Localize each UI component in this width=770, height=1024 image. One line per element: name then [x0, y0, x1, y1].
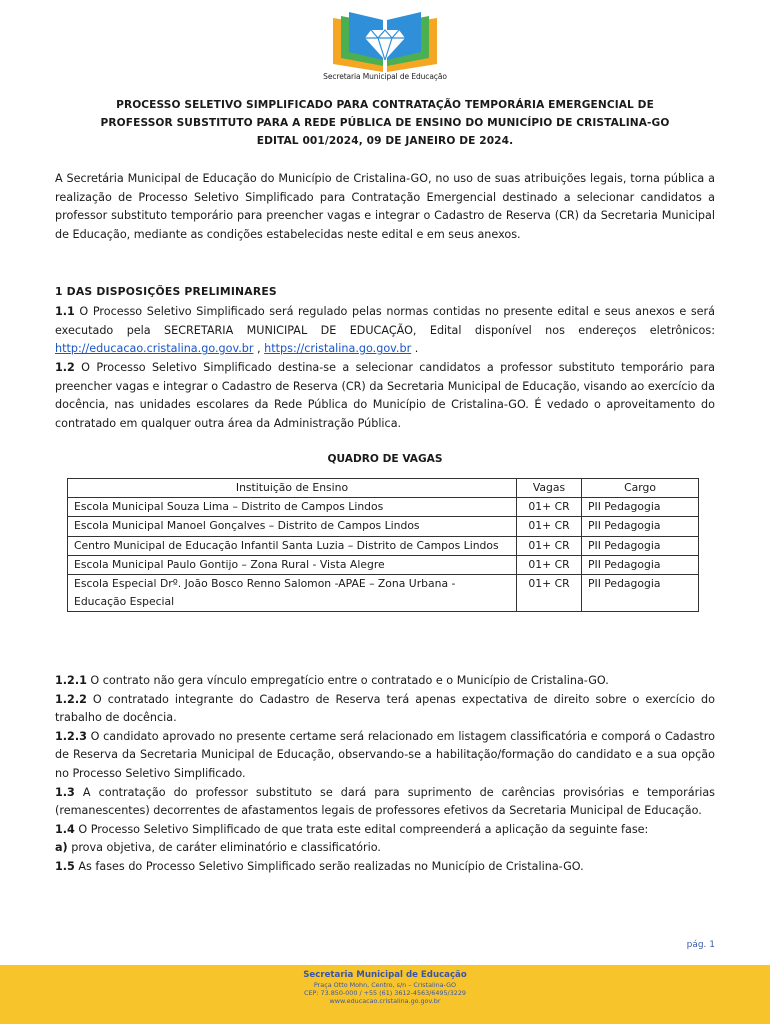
clause-text: O Processo Seletivo Simplificado destina-se a selecionar candidatos a professor substituto temporário para preencher vagas e integrar o Cadastro de Reserva (CR) da Secretaria Municipal de Educação, visando ao exercício da docência, nas unidades escolares da Rede Pública do Município de Cristalina-GO. É vedado o aproveitamento do contratado em qualquer outra área da Administração Pública.	[55, 361, 715, 430]
cell-instituicao: Escola Municipal Paulo Gontijo – Zona Rural - Vista Alegre	[68, 555, 517, 574]
clause-number: 1.1	[55, 305, 75, 318]
header-cargo: Cargo	[582, 479, 699, 498]
cell-instituicao: Escola Municipal Manoel Gonçalves – Distrito de Campos Lindos	[68, 517, 517, 536]
header-vagas: Vagas	[517, 479, 582, 498]
clause-text: prova objetiva, de caráter eliminatório e classificatório.	[67, 841, 381, 855]
clause-text: O contratado integrante do Cadastro de Reserva terá apenas expectativa de direito sobre o exercício do trabalho de docência.	[55, 692, 715, 725]
clause-1-3	[55, 784, 715, 821]
cell-cargo: PII Pedagogia	[582, 498, 699, 517]
cell-instituicao: Escola Municipal Souza Lima – Distrito de Campos Lindos	[68, 498, 517, 517]
section-heading: 1 DAS DISPOSIÇÕES PRELIMINARES	[55, 285, 277, 298]
clause-number: 1.2.1	[55, 674, 87, 687]
footer-contact: CEP: 73.850-000 / +55 (61) 3612-4563/6495/3229	[304, 989, 466, 997]
page-number: pág. 1	[686, 940, 715, 950]
clause-text: A contratação do professor substituto se dará para suprimento de carências provisórias e temporárias (remanescentes) decorrentes de afastamentos legais de professores efetivos da Secretaria Municipal de Educação.	[55, 785, 715, 818]
link-separator: ,	[253, 342, 265, 356]
clause-a	[55, 839, 715, 858]
clause-number: 1.2.3	[55, 729, 87, 743]
clause-1-5	[55, 858, 715, 877]
cell-cargo: PII Pedagogia	[582, 536, 699, 555]
clause-1-2-3	[55, 728, 715, 784]
footer-org: Secretaria Municipal de Educação	[303, 970, 467, 980]
table-row	[68, 555, 699, 574]
table-row	[68, 498, 699, 517]
clause-text: As fases do Processo Seletivo Simplificado serão realizadas no Município de Cristalina-GO.	[74, 859, 584, 873]
title-line-1: PROCESSO SELETIVO SIMPLIFICADO PARA CONTRATAÇÃO TEMPORÁRIA EMERGENCIAL DE	[116, 99, 654, 111]
cell-cargo: PII Pedagogia	[582, 555, 699, 574]
quadro-title: QUADRO DE VAGAS	[327, 453, 443, 465]
table-row	[68, 517, 699, 536]
clause-number: 1.2	[55, 361, 75, 374]
table-row	[68, 536, 699, 555]
table-row	[68, 575, 699, 612]
title-line-2: PROFESSOR SUBSTITUTO PARA A REDE PÚBLICA DE ENSINO DO MUNICÍPIO DE CRISTALINA-GO	[100, 117, 670, 129]
clause-number: 1.5	[55, 859, 75, 873]
vagas-table	[67, 478, 699, 612]
clause-text: O Processo Seletivo Simplificado será regulado pelas normas contidas no presente edital e seus anexos e será executado pela SECRETARIA MUNICIPAL DE EDUCAÇÃO, Edital disponível nos endereços eletrônicos:	[55, 305, 715, 337]
clause-1-4	[55, 821, 715, 840]
link-end: .	[411, 342, 419, 356]
footer-address: Praça Otto Mohn, Centro, s/n – Cristalina-GO	[313, 981, 457, 989]
clause-text: O contrato não gera vínculo empregatício entre o contratado e o Município de Cristalina-GO.	[86, 674, 609, 687]
header-instituicao: Instituição de Ensino	[68, 479, 517, 498]
table-header-row	[68, 479, 699, 498]
book-diamond-icon	[325, 8, 445, 78]
clause-number: 1.3	[55, 785, 75, 799]
clause-number: 1.4	[55, 822, 75, 836]
clause-text: O candidato aprovado no presente certame será relacionado em listagem classificatória e comporá o Cadastro de Reserva da Secretaria Municipal de Educação, observando-se a habilitação/formação do candidato e a sua opção no Processo Seletivo Simplificado.	[55, 729, 715, 780]
clause-number: 1.2.2	[55, 692, 87, 706]
paragraph-1-2	[55, 359, 715, 433]
page-footer	[0, 965, 770, 1024]
cell-vagas: 01+ CR	[517, 517, 582, 536]
paragraph-1-1	[55, 303, 715, 359]
footer-site[interactable]: www.educacao.cristalina.go.gov.br	[329, 997, 441, 1005]
link-educacao[interactable]: http://educacao.cristalina.go.gov.br	[55, 342, 254, 356]
title-line-3: EDITAL 001/2024, 09 DE JANEIRO DE 2024.	[256, 135, 514, 147]
link-cristalina[interactable]: https://cristalina.go.gov.br	[264, 342, 412, 356]
cell-vagas: 01+ CR	[517, 498, 582, 517]
cell-instituicao: Centro Municipal de Educação Infantil Santa Luzia – Distrito de Campos Lindos	[68, 536, 517, 555]
clause-text: O Processo Seletivo Simplificado de que trata este edital compreenderá a aplicação da seguinte fase:	[74, 822, 649, 836]
clause-1-2-1	[55, 672, 715, 691]
cell-cargo: PII Pedagogia	[582, 517, 699, 536]
cell-vagas: 01+ CR	[517, 555, 582, 574]
edital-title	[54, 96, 716, 150]
cell-vagas: 01+ CR	[517, 536, 582, 555]
clauses-block	[55, 672, 715, 877]
cell-instituicao: Escola Especial Drº. João Bosco Renno Salomon -APAE – Zona Urbana - Educação Especial	[68, 575, 517, 612]
intro-paragraph: A Secretária Municipal de Educação do Município de Cristalina-GO, no uso de suas atribuições legais, torna pública a realização de Processo Seletivo Simplificado para Contratação Emergencial destinado a selecionar candidatos a professor substituto temporário para preencher vagas e integrar o Cadastro de Reserva (CR) da Secretaria Municipal de Educação, mediante as condições estabelecidas neste edital e em seus anexos.	[55, 172, 715, 241]
clause-1-2-2	[55, 691, 715, 728]
cell-vagas: 01+ CR	[517, 575, 582, 612]
clause-number: a)	[55, 841, 68, 855]
cell-cargo: PII Pedagogia	[582, 575, 699, 612]
logo-caption: Secretaria Municipal de Educação	[323, 72, 447, 81]
